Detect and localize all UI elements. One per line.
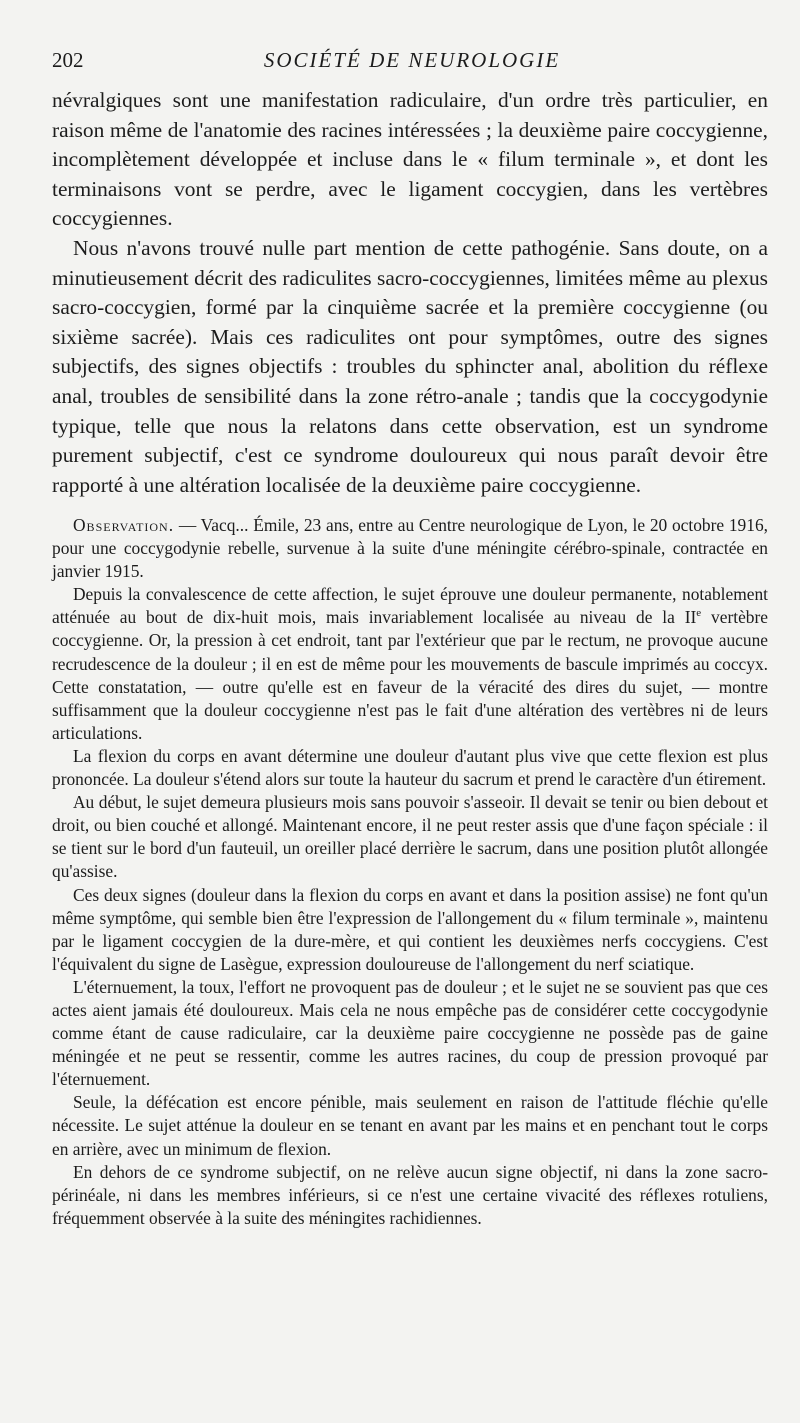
observation-text: Depuis la convalescence de cette affection, le sujet éprouve une douleur permanente, notablement atténuée au bout de dix-huit mois, mais invariablement localisée au niveau de la II: [52, 584, 768, 628]
running-title: SOCIÉTÉ DE NEUROLOGIE: [263, 48, 561, 72]
main-text: [52, 86, 768, 500]
observation-paragraph: L'éternuement, la toux, l'effort ne provoquent pas de douleur ; et le sujet ne se souvient pas que ces actes aient jamais été douloureux. Mais cela ne nous empêche pas de considérer cette coccygodynie comme étant de cause radiculaire, car la deuxième paire coccygienne ne possède pas de gaine méningée et ne peut se ressentir, comme les autres racines, du coup de pression provoqué par l'éternuement.: [52, 976, 768, 1090]
observation-text: vertèbre coccygienne. Or, la pression à cet endroit, tant par l'extérieur que par le rectum, ne provoque aucune recrudescence de la douleur ; il en est de même pour les mouvements de bascule imprimés au coccyx. Cette constatation, — outre qu'elle est en faveur de la véracité des dires du sujet, — montre suffisamment que la douleur coccygienne n'est pas le fait d'une altération des vertèbres ni de leurs articulations.: [52, 607, 769, 743]
observation-label: Observation.: [73, 515, 175, 535]
observation-intro: [52, 514, 768, 583]
observation-section: [52, 514, 768, 1230]
superscript: e: [696, 607, 702, 620]
paragraph-continuation: névralgiques sont une manifestation radiculaire, d'un ordre très particulier, en raison même de l'anatomie des racines intéressées ; la deuxième paire coccygienne, incomplètement développée et incluse dans le « filum terminale », et dont les terminaisons vont se perdre, avec le ligament coccygien, dans les vertèbres coccygiennes.: [52, 88, 768, 231]
observation-paragraph: Au début, le sujet demeura plusieurs mois sans pouvoir s'asseoir. Il devait se tenir ou bien debout et droit, ou bien couché et allongé. Maintenant encore, il ne peut rester assis que d'une façon spéciale : il se tient sur le bord d'un fauteuil, un oreiller placé derrière le sacrum, dans une position plutôt allongée qu'assise.: [52, 792, 768, 882]
page-header: [52, 48, 772, 78]
observation-paragraph: Ces deux signes (douleur dans la flexion du corps en avant et dans la position assise) ne font qu'un même symptôme, qui semble bien être l'expression de l'allongement du « filum terminale », maintenu par le ligament coccygien de la dure-mère, et qui contient les deuxièmes nerfs coccygiens. C'est l'équivalent du signe de Lasègue, expression douloureuse de l'allongement du nerf sciatique.: [52, 884, 768, 974]
observation-paragraph: En dehors de ce syndrome subjectif, on ne relève aucun signe objectif, ni dans la zone sacro-périnéale, ni dans les membres inférieurs, si ce n'est une certaine vivacité des réflexes rotuliens, fréquemment observée à la suite des méningites rachidiennes.: [52, 1161, 768, 1228]
observation-paragraph: [52, 583, 768, 745]
observation-intro-text: — Vacq... Émile, 23 ans, entre au Centre neurologique de Lyon, le 20 octobre 1916, pour une coccygodynie rebelle, survenue à la suite d'une méningite cérébro-spinale, contractée en janvier 1915.: [52, 515, 768, 582]
paragraph-pathogenie: Nous n'avons trouvé nulle part mention de cette pathogénie. Sans doute, on a minutieusement décrit des radiculites sacro-coccygiennes, limitées même au plexus sacro-coccygien, formé par la cinquième sacrée et la première coccygienne (ou sixième sacrée). Mais ces radiculites ont pour symptômes, outre des signes subjectifs, des signes objectifs : troubles du sphincter anal, abolition du réflexe anal, troubles de sensibilité dans la zone rétro-anale ; tandis que la coccygodynie typique, telle que nous la relatons dans cette observation, est un syndrome purement subjectif, c'est ce syndrome douloureux qui nous paraît devoir être rapporté à une altération localisée de la deuxième paire coccygienne.: [52, 235, 768, 497]
page-number: 202: [52, 48, 84, 72]
observation-paragraph: Seule, la défécation est encore pénible, mais seulement en raison de l'attitude fléchie qu'elle nécessite. Le sujet atténue la douleur en se tenant en avant par les mains et en penchant tout le corps en arrière, avec un minimum de flexion.: [52, 1092, 768, 1159]
observation-paragraph: La flexion du corps en avant détermine une douleur d'autant plus vive que cette flexion est plus prononcée. La douleur s'étend alors sur toute la hauteur du sacrum et prend le caractère d'un étirement.: [52, 745, 768, 790]
